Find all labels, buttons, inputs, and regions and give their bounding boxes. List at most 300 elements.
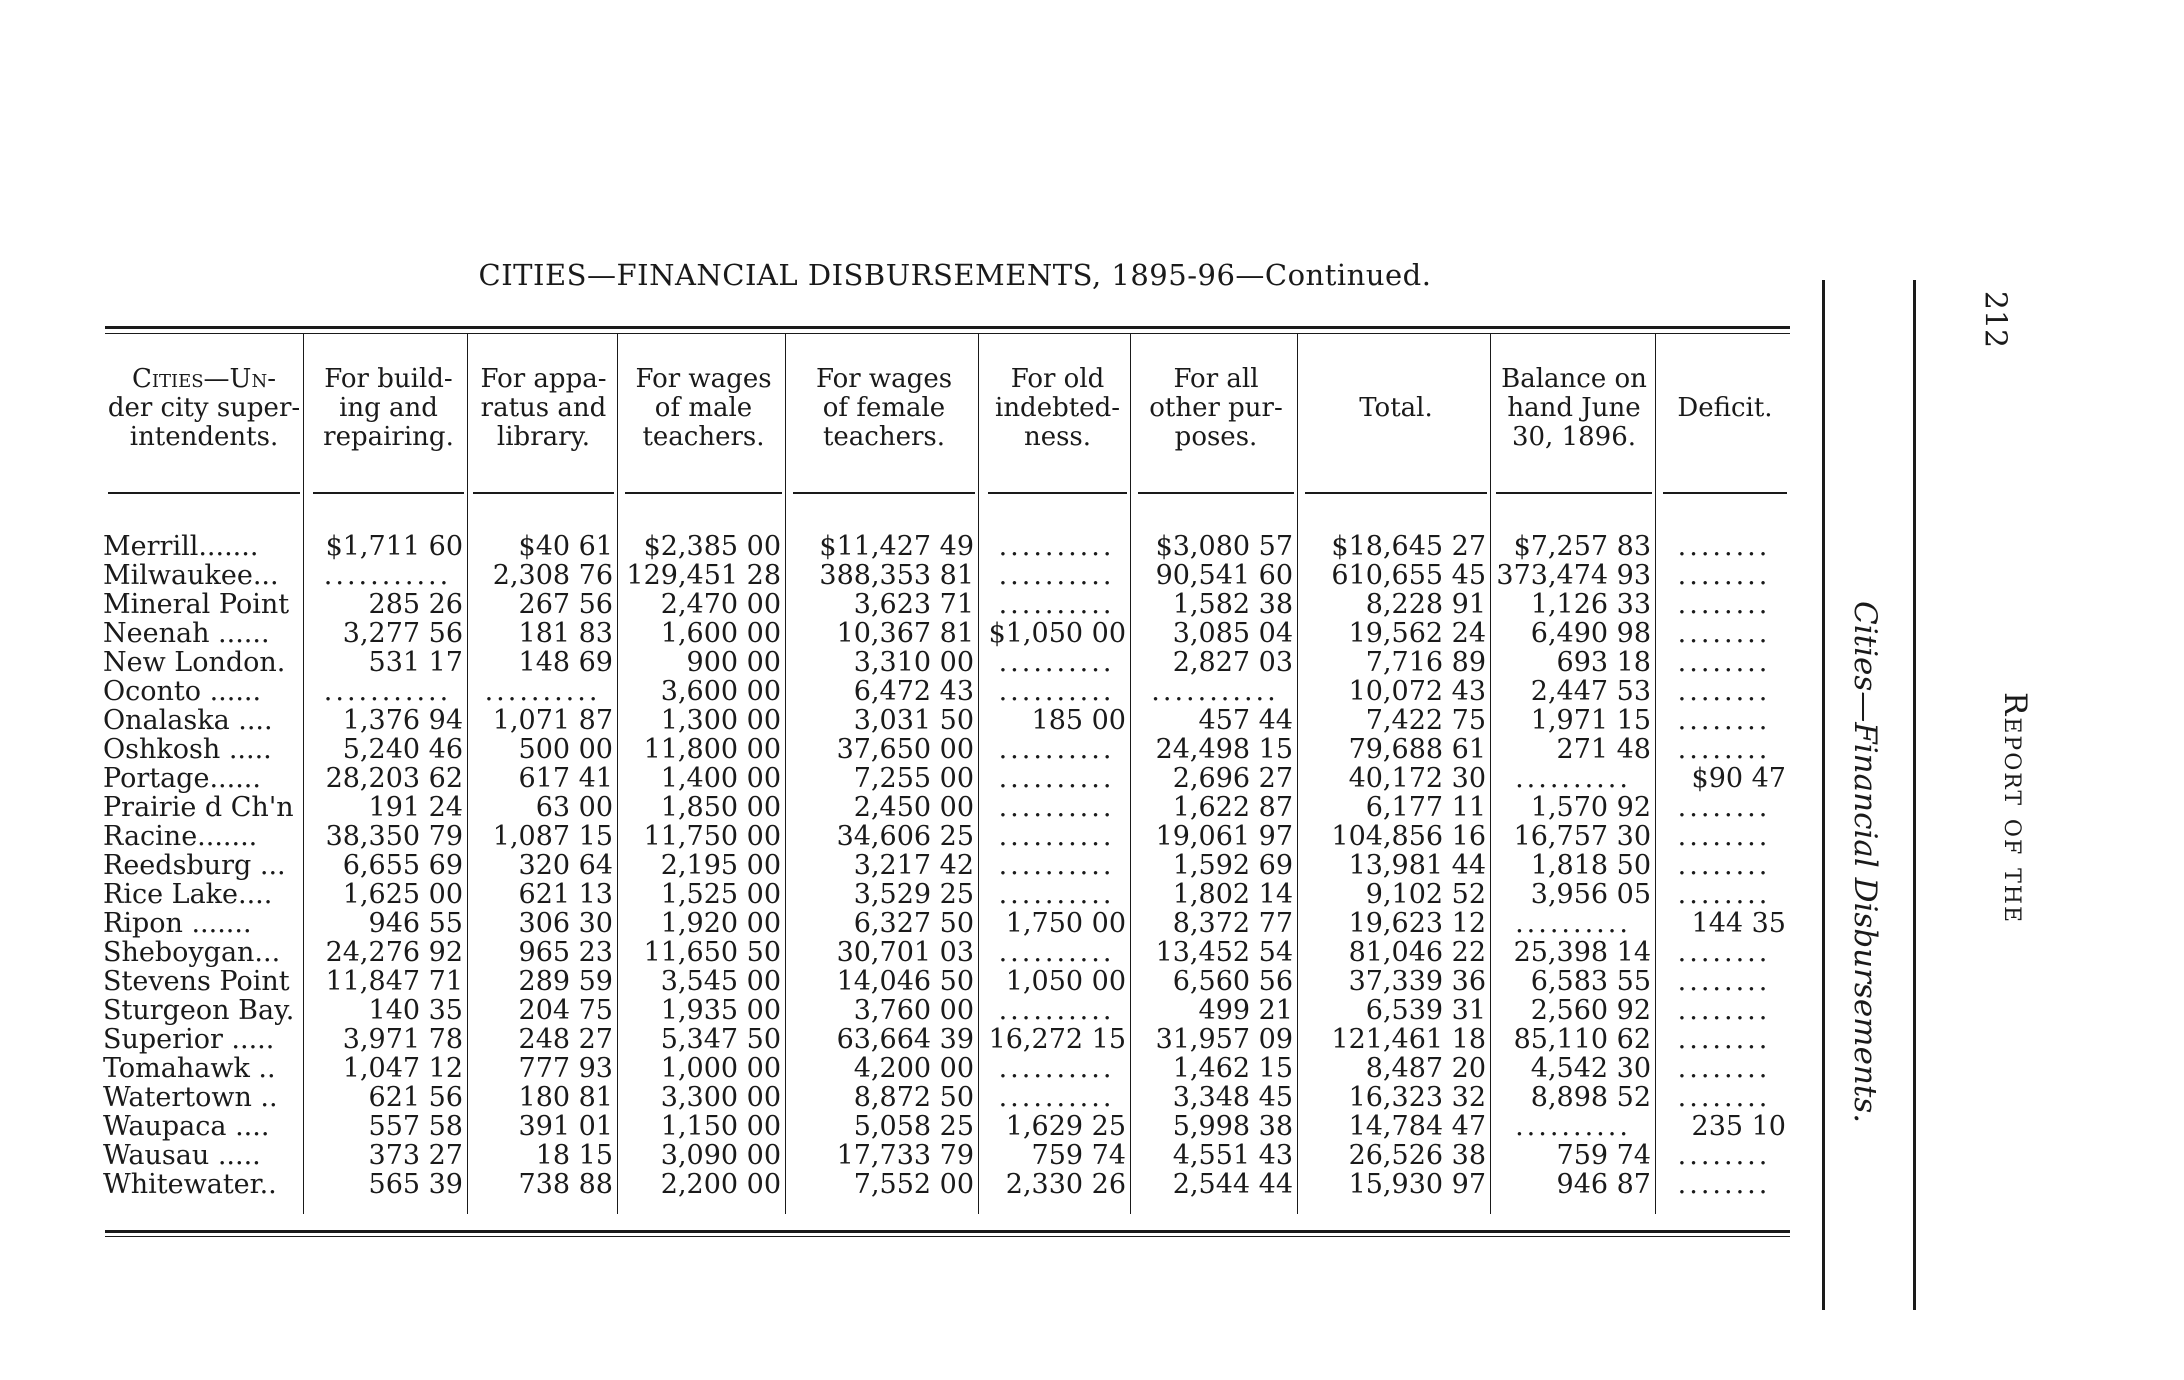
cell-total: 104,856 16 [1331, 822, 1486, 851]
cell-other-purposes: 31,957 09 [1155, 1025, 1293, 1054]
header-underline [473, 492, 614, 494]
cell-city: Oconto ...... [103, 677, 262, 706]
cell-old-indebtedness: .......... [998, 764, 1115, 793]
side-title: Cities—Financial Disbursements. [1847, 601, 1883, 1124]
cell-building-repairing: 531 17 [368, 648, 463, 677]
cell-deficit: ........ [1677, 590, 1771, 619]
cell-old-indebtedness: .......... [998, 793, 1115, 822]
cell-building-repairing: 557 58 [368, 1112, 463, 1141]
cell-female-teachers: 3,217 42 [853, 851, 974, 880]
cell-male-teachers: 11,750 00 [643, 822, 781, 851]
cell-deficit: 144 35 [1691, 909, 1786, 938]
cell-apparatus-library: 391 01 [518, 1112, 613, 1141]
cell-female-teachers: 2,450 00 [853, 793, 974, 822]
cell-female-teachers: 4,200 00 [853, 1054, 974, 1083]
cell-old-indebtedness: .......... [998, 561, 1115, 590]
table-row [0, 561, 1800, 590]
cell-female-teachers: 3,031 50 [853, 706, 974, 735]
cell-building-repairing: 1,376 94 [342, 706, 463, 735]
cell-other-purposes: 2,827 03 [1172, 648, 1293, 677]
cell-old-indebtedness: .......... [998, 735, 1115, 764]
cell-deficit: ........ [1677, 648, 1771, 677]
cell-female-teachers: 3,623 71 [853, 590, 974, 619]
cell-other-purposes: 6,560 56 [1172, 967, 1293, 996]
cell-balance: 759 74 [1556, 1141, 1651, 1170]
cell-total: 610,655 45 [1331, 561, 1486, 590]
column-header-line: library. [496, 421, 591, 452]
table-row [0, 996, 1800, 1025]
cell-other-purposes: 24,498 15 [1155, 735, 1293, 764]
cell-deficit: ........ [1677, 996, 1771, 1025]
column-header-line: repairing. [323, 421, 454, 452]
cell-female-teachers: 8,872 50 [853, 1083, 974, 1112]
column-header-line: For all [1173, 363, 1259, 394]
side-rule-right [1913, 280, 1916, 1310]
cell-total: 7,716 89 [1365, 648, 1486, 677]
cell-male-teachers: 1,400 00 [660, 764, 781, 793]
cell-apparatus-library: 267 56 [518, 590, 613, 619]
cell-male-teachers: 3,300 00 [660, 1083, 781, 1112]
column-header-line: For wages [635, 363, 772, 394]
cell-total: 16,323 32 [1348, 1083, 1486, 1112]
cell-balance: 373,474 93 [1496, 561, 1651, 590]
column-header-line: For appa- [480, 363, 607, 394]
cell-apparatus-library: 18 15 [535, 1141, 613, 1170]
cell-female-teachers: 10,367 81 [836, 619, 974, 648]
cell-total: $18,645 27 [1331, 532, 1486, 561]
cell-old-indebtedness: 759 74 [1031, 1141, 1126, 1170]
header-underline [793, 492, 975, 494]
column-header-line: For old [1010, 363, 1105, 394]
table-row [0, 1112, 1800, 1141]
cell-city: Sturgeon Bay. [103, 996, 295, 1025]
table-row [0, 909, 1800, 938]
column-header-line: For wages [815, 363, 953, 394]
cell-apparatus-library: 617 41 [518, 764, 613, 793]
cell-apparatus-library: 621 13 [518, 880, 613, 909]
cell-balance: .......... [1515, 909, 1631, 938]
cell-apparatus-library: 306 30 [518, 909, 613, 938]
cell-old-indebtedness: .......... [998, 648, 1115, 677]
cell-apparatus-library: 181 83 [518, 619, 613, 648]
cell-female-teachers: 6,472 43 [853, 677, 974, 706]
cell-other-purposes: 1,582 38 [1172, 590, 1293, 619]
column-header-line: Total. [1359, 392, 1433, 423]
table-row [0, 1025, 1800, 1054]
cell-balance: 693 18 [1556, 648, 1651, 677]
cell-balance: 1,818 50 [1530, 851, 1651, 880]
column-header-line: other pur- [1149, 392, 1283, 423]
cell-building-repairing: 621 56 [368, 1083, 463, 1112]
cell-male-teachers: 1,300 00 [660, 706, 781, 735]
header-underline [1138, 492, 1294, 494]
cell-apparatus-library: 777 93 [518, 1054, 613, 1083]
cell-building-repairing: 191 24 [368, 793, 463, 822]
cell-building-repairing: 1,625 00 [342, 880, 463, 909]
cell-deficit: ........ [1677, 532, 1771, 561]
cell-balance: 271 48 [1556, 735, 1651, 764]
cell-male-teachers: 11,800 00 [643, 735, 781, 764]
cell-other-purposes: 1,622 87 [1172, 793, 1293, 822]
cell-apparatus-library: 2,308 76 [492, 561, 613, 590]
cell-balance: 16,757 30 [1513, 822, 1651, 851]
column-header-building-repairing [310, 358, 467, 458]
column-header-line: poses. [1174, 421, 1258, 452]
cell-balance: 6,583 55 [1530, 967, 1651, 996]
cell-apparatus-library: 500 00 [518, 735, 613, 764]
cell-building-repairing: ........... [323, 677, 452, 706]
cell-building-repairing: ........... [323, 561, 452, 590]
cell-deficit: ........ [1677, 1083, 1771, 1112]
column-header-other-purposes [1135, 358, 1297, 458]
column-header-line: teachers. [642, 421, 765, 452]
cell-male-teachers: 2,470 00 [660, 590, 781, 619]
cell-deficit: ........ [1677, 822, 1771, 851]
cell-other-purposes: 3,348 45 [1172, 1083, 1293, 1112]
cell-balance: 25,398 14 [1513, 938, 1651, 967]
cell-deficit: 235 10 [1691, 1112, 1786, 1141]
cell-total: 79,688 61 [1348, 735, 1486, 764]
cell-deficit: ........ [1677, 967, 1771, 996]
cell-male-teachers: $2,385 00 [643, 532, 781, 561]
cell-female-teachers: 17,733 79 [836, 1141, 974, 1170]
column-header-female-teachers [790, 358, 978, 458]
cell-old-indebtedness: $1,050 00 [988, 619, 1126, 648]
cell-deficit: ........ [1677, 938, 1771, 967]
column-header-line: teachers. [822, 421, 946, 452]
column-header-line: of female [822, 392, 946, 423]
column-header-line: intendents. [129, 421, 279, 452]
cell-other-purposes: 1,802 14 [1172, 880, 1293, 909]
cell-total: 121,461 18 [1331, 1025, 1486, 1054]
cell-male-teachers: 1,525 00 [660, 880, 781, 909]
cell-city: Reedsburg ... [103, 851, 286, 880]
cell-male-teachers: 3,090 00 [660, 1141, 781, 1170]
table-row [0, 1141, 1800, 1170]
cell-deficit: ........ [1677, 793, 1771, 822]
column-header-deficit [1660, 358, 1790, 458]
cell-total: 8,228 91 [1365, 590, 1486, 619]
cell-other-purposes: 8,372 77 [1172, 909, 1293, 938]
cell-apparatus-library: 1,071 87 [492, 706, 613, 735]
cell-male-teachers: 2,195 00 [660, 851, 781, 880]
running-head: Report of the [1997, 691, 2033, 925]
cell-old-indebtedness: 16,272 15 [988, 1025, 1126, 1054]
cell-male-teachers: 3,545 00 [660, 967, 781, 996]
cell-apparatus-library: 1,087 15 [492, 822, 613, 851]
cell-other-purposes: 499 21 [1198, 996, 1293, 1025]
cell-building-repairing: 946 55 [368, 909, 463, 938]
cell-female-teachers: 7,255 00 [853, 764, 974, 793]
table-row [0, 1054, 1800, 1083]
header-underline [313, 492, 464, 494]
cell-deficit: ........ [1677, 677, 1771, 706]
cell-balance: 8,898 52 [1530, 1083, 1651, 1112]
cell-building-repairing: 373 27 [368, 1141, 463, 1170]
cell-male-teachers: 3,600 00 [660, 677, 781, 706]
cell-apparatus-library: 965 23 [518, 938, 613, 967]
cell-building-repairing: 11,847 71 [325, 967, 463, 996]
table-row [0, 677, 1800, 706]
bottom-rule-thick [105, 1230, 1790, 1233]
cell-balance: 2,447 53 [1530, 677, 1651, 706]
cell-total: 81,046 22 [1348, 938, 1486, 967]
cell-total: 40,172 30 [1348, 764, 1486, 793]
cell-female-teachers: 34,606 25 [836, 822, 974, 851]
cell-apparatus-library: 204 75 [518, 996, 613, 1025]
cell-deficit: ........ [1677, 880, 1771, 909]
cell-male-teachers: 1,920 00 [660, 909, 781, 938]
table-row [0, 967, 1800, 996]
cell-city: Watertown .. [103, 1083, 278, 1112]
cell-old-indebtedness: 185 00 [1031, 706, 1126, 735]
cell-deficit: $90 47 [1691, 764, 1786, 793]
cell-total: 15,930 97 [1348, 1170, 1486, 1199]
cell-old-indebtedness: .......... [998, 677, 1115, 706]
cell-deficit: ........ [1677, 1170, 1771, 1199]
cell-deficit: ........ [1677, 1141, 1771, 1170]
cell-city: Mineral Point [103, 590, 290, 619]
cell-old-indebtedness: 1,050 00 [1005, 967, 1126, 996]
table-row [0, 822, 1800, 851]
cell-balance: .......... [1515, 764, 1631, 793]
cell-total: 7,422 75 [1365, 706, 1486, 735]
cell-city: Portage...... [103, 764, 261, 793]
cell-old-indebtedness: .......... [998, 880, 1115, 909]
column-header-line: Balance on [1501, 363, 1647, 394]
cell-total: 6,177 11 [1365, 793, 1486, 822]
cell-other-purposes: 90,541 60 [1155, 561, 1293, 590]
cell-city: Wausau ..... [103, 1141, 261, 1170]
cell-balance: 1,126 33 [1530, 590, 1651, 619]
cell-balance: 85,110 62 [1513, 1025, 1651, 1054]
page-number: 212 [1977, 290, 2013, 349]
cell-other-purposes: ........... [1151, 677, 1279, 706]
cell-other-purposes: 4,551 43 [1172, 1141, 1293, 1170]
cell-building-repairing: 565 39 [368, 1170, 463, 1199]
table-row [0, 648, 1800, 677]
cell-total: 14,784 47 [1348, 1112, 1486, 1141]
cell-city: Whitewater.. [103, 1170, 277, 1199]
cell-city: Milwaukee... [103, 561, 279, 590]
header-underline [988, 492, 1127, 494]
cell-male-teachers: 129,451 28 [626, 561, 781, 590]
cell-balance: $7,257 83 [1513, 532, 1651, 561]
cell-old-indebtedness: 1,750 00 [1005, 909, 1126, 938]
cell-balance: 2,560 92 [1530, 996, 1651, 1025]
cell-city: Stevens Point [103, 967, 290, 996]
cell-female-teachers: 388,353 81 [819, 561, 974, 590]
top-rule-thick [105, 326, 1790, 329]
cell-male-teachers: 900 00 [686, 648, 781, 677]
table-row [0, 1083, 1800, 1112]
cell-city: Superior ..... [103, 1025, 275, 1054]
cell-total: 19,623 12 [1348, 909, 1486, 938]
table-row [0, 735, 1800, 764]
cell-male-teachers: 5,347 50 [660, 1025, 781, 1054]
cell-apparatus-library: 320 64 [518, 851, 613, 880]
cell-total: 13,981 44 [1348, 851, 1486, 880]
cell-old-indebtedness: .......... [998, 590, 1115, 619]
cell-deficit: ........ [1677, 706, 1771, 735]
cell-total: 6,539 31 [1365, 996, 1486, 1025]
table-row [0, 532, 1800, 561]
cell-other-purposes: 2,696 27 [1172, 764, 1293, 793]
table-row [0, 793, 1800, 822]
cell-male-teachers: 11,650 50 [643, 938, 781, 967]
cell-city: Merrill....... [103, 532, 259, 561]
cell-building-repairing: 3,971 78 [342, 1025, 463, 1054]
cell-male-teachers: 1,150 00 [660, 1112, 781, 1141]
cell-female-teachers: 7,552 00 [853, 1170, 974, 1199]
cell-deficit: ........ [1677, 619, 1771, 648]
cell-city: Prairie d Ch'n [103, 793, 294, 822]
cell-male-teachers: 1,000 00 [660, 1054, 781, 1083]
cell-city: Sheboygan... [103, 938, 281, 967]
cell-male-teachers: 1,600 00 [660, 619, 781, 648]
cell-apparatus-library: 738 88 [518, 1170, 613, 1199]
cell-apparatus-library: $40 61 [518, 532, 613, 561]
cell-female-teachers: 5,058 25 [853, 1112, 974, 1141]
cell-building-repairing: 28,203 62 [325, 764, 463, 793]
cell-other-purposes: 2,544 44 [1172, 1170, 1293, 1199]
cell-city: Onalaska .... [103, 706, 273, 735]
cell-city: Ripon ....... [103, 909, 252, 938]
cell-balance: 3,956 05 [1530, 880, 1651, 909]
cell-building-repairing: 3,277 56 [342, 619, 463, 648]
column-header-line: Cities—Un- [131, 363, 277, 394]
column-header-line: indebted- [995, 392, 1120, 423]
cell-male-teachers: 1,935 00 [660, 996, 781, 1025]
cell-other-purposes: 1,592 69 [1172, 851, 1293, 880]
cell-balance: 1,570 92 [1530, 793, 1651, 822]
header-underline [108, 492, 300, 494]
cell-other-purposes: $3,080 57 [1155, 532, 1293, 561]
cell-city: Oshkosh ..... [103, 735, 272, 764]
cell-apparatus-library: 180 81 [518, 1083, 613, 1112]
column-header-line: 30, 1896. [1511, 421, 1637, 452]
column-header-line: hand June [1507, 392, 1641, 423]
cell-deficit: ........ [1677, 851, 1771, 880]
cell-balance: 1,971 15 [1530, 706, 1651, 735]
column-header-old-indebtedness [985, 358, 1130, 458]
cell-other-purposes: 3,085 04 [1172, 619, 1293, 648]
cell-deficit: ........ [1677, 735, 1771, 764]
cell-city: Rice Lake.... [103, 880, 273, 909]
cell-female-teachers: 14,046 50 [836, 967, 974, 996]
cell-female-teachers: 30,701 03 [836, 938, 974, 967]
header-underline [625, 492, 782, 494]
column-header-line: ness. [1023, 421, 1092, 452]
column-header-male-teachers [622, 358, 785, 458]
header-underline [1663, 492, 1787, 494]
cell-old-indebtedness: .......... [998, 996, 1115, 1025]
cell-total: 9,102 52 [1365, 880, 1486, 909]
column-header-line: der city super- [107, 392, 301, 423]
table-row [0, 938, 1800, 967]
cell-deficit: ........ [1677, 1025, 1771, 1054]
table-row [0, 880, 1800, 909]
cell-old-indebtedness: .......... [998, 851, 1115, 880]
cell-other-purposes: 5,998 38 [1172, 1112, 1293, 1141]
column-header-city [105, 358, 303, 458]
cell-old-indebtedness: 1,629 25 [1005, 1112, 1126, 1141]
cell-total: 26,526 38 [1348, 1141, 1486, 1170]
cell-building-repairing: 6,655 69 [342, 851, 463, 880]
cell-female-teachers: 6,327 50 [853, 909, 974, 938]
cell-female-teachers: 3,310 00 [853, 648, 974, 677]
column-header-line: ratus and [480, 392, 607, 423]
cell-female-teachers: 37,650 00 [836, 735, 974, 764]
column-header-total [1302, 358, 1490, 458]
table-row [0, 706, 1800, 735]
column-header-line: ing and [339, 392, 438, 423]
cell-female-teachers: 63,664 39 [836, 1025, 974, 1054]
column-header-line: Deficit. [1677, 392, 1773, 423]
cell-male-teachers: 1,850 00 [660, 793, 781, 822]
cell-apparatus-library: 148 69 [518, 648, 613, 677]
column-header-apparatus-library [470, 358, 617, 458]
cell-city: Waupaca .... [103, 1112, 270, 1141]
top-rule-thin [105, 333, 1790, 334]
page-title: CITIES—FINANCIAL DISBURSEMENTS, 1895-96—Continued. [478, 258, 1432, 292]
cell-old-indebtedness: .......... [998, 532, 1115, 561]
cell-total: 10,072 43 [1348, 677, 1486, 706]
cell-apparatus-library: 248 27 [518, 1025, 613, 1054]
cell-old-indebtedness: .......... [998, 822, 1115, 851]
column-header-line: of male [654, 392, 753, 423]
cell-female-teachers: 3,529 25 [853, 880, 974, 909]
cell-city: Neenah ...... [103, 619, 270, 648]
cell-other-purposes: 1,462 15 [1172, 1054, 1293, 1083]
table-row [0, 764, 1800, 793]
table-row [0, 590, 1800, 619]
column-header-balance [1493, 358, 1655, 458]
cell-total: 19,562 24 [1348, 619, 1486, 648]
header-underline [1496, 492, 1652, 494]
cell-old-indebtedness: .......... [998, 938, 1115, 967]
cell-deficit: ........ [1677, 561, 1771, 590]
cell-building-repairing: 1,047 12 [342, 1054, 463, 1083]
cell-old-indebtedness: .......... [998, 1054, 1115, 1083]
cell-old-indebtedness: 2,330 26 [1005, 1170, 1126, 1199]
table-row [0, 619, 1800, 648]
cell-deficit: ........ [1677, 1054, 1771, 1083]
cell-building-repairing: 24,276 92 [325, 938, 463, 967]
cell-balance: 946 87 [1556, 1170, 1651, 1199]
cell-total: 37,339 36 [1348, 967, 1486, 996]
cell-male-teachers: 2,200 00 [660, 1170, 781, 1199]
bottom-rule-thin [105, 1236, 1790, 1237]
cell-balance: 6,490 98 [1530, 619, 1651, 648]
cell-apparatus-library: 289 59 [518, 967, 613, 996]
cell-other-purposes: 19,061 97 [1155, 822, 1293, 851]
cell-total: 8,487 20 [1365, 1054, 1486, 1083]
cell-apparatus-library: 63 00 [535, 793, 613, 822]
cell-building-repairing: 140 35 [368, 996, 463, 1025]
column-header-line: For build- [324, 363, 453, 394]
cell-building-repairing: 38,350 79 [325, 822, 463, 851]
cell-building-repairing: $1,711 60 [325, 532, 463, 561]
cell-building-repairing: 5,240 46 [342, 735, 463, 764]
cell-city: New London. [103, 648, 286, 677]
cell-city: Tomahawk .. [103, 1054, 276, 1083]
header-underline [1305, 492, 1487, 494]
cell-balance: 4,542 30 [1530, 1054, 1651, 1083]
cell-apparatus-library: .......... [484, 677, 601, 706]
cell-building-repairing: 285 26 [368, 590, 463, 619]
table-row [0, 851, 1800, 880]
